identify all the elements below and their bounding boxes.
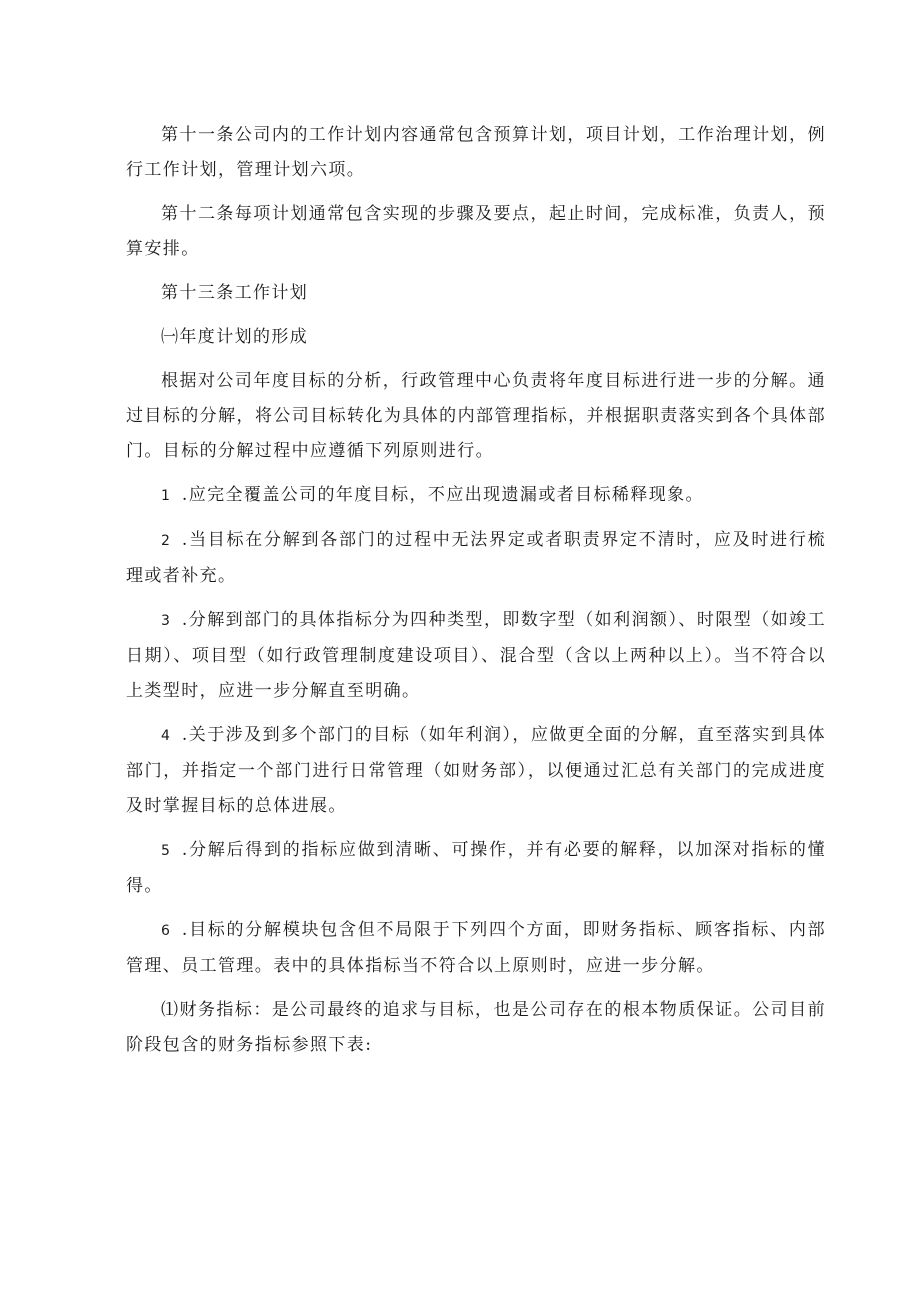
article-13-heading: 第十三条工作计划 [161,283,309,303]
item-number: 2 [161,533,170,549]
item-text: .当目标在分解到各部门的过程中无法界定或者职责界定不清时，应及时进行梳理或者补充。 [126,530,826,586]
item-text: .分解后得到的指标应做到清晰、可操作，并有必要的解释，以加深对指标的懂得。 [126,840,826,896]
annual-plan-subheading: ㈠年度计划的形成 [161,327,309,347]
item-number: 5 [161,843,170,859]
item-text: .关于涉及到多个部门的目标（如年利润），应做更全面的分解，直至落实到具体部门，并指定一个部门进行日常管理（如财务部），以便通过汇总有关部门的完成进度及时掌握目标的总体进展。 [126,725,826,816]
item-number: 4 [161,728,170,744]
principle-item-3 [126,603,826,709]
item-number: 1 [161,488,170,504]
item-text: .应完全覆盖公司的年度目标，不应出现遗漏或者目标稀释现象。 [181,485,704,505]
financial-indicators-paragraph: ⑴财务指标：是公司最终的追求与目标，也是公司存在的根本物质保证。公司目前阶段包含的财务指标参照下表: [126,1000,826,1055]
principle-item-5 [126,833,826,904]
item-text: .目标的分解模块包含但不局限于下列四个方面，即财务指标、顾客指标、内部管理、员工管理。表中的具体指标当不符合以上原则时，应进一步分解。 [126,920,826,976]
principle-item-4 [126,718,826,824]
item-number: 3 [161,613,170,629]
principle-item-2 [126,523,826,594]
item-number: 6 [161,923,170,939]
principle-item-1 [126,478,826,514]
decomposition-intro-paragraph: 根据对公司年度目标的分析，行政管理中心负责将年度目标进行进一步的分解。通过目标的分解，将公司目标转化为具体的内部管理指标，并根据职责落实到各个具体部门。目标的分解过程中应遵循下列原则进行。 [126,371,826,461]
article-11-paragraph: 第十一条公司内的工作计划内容通常包含预算计划，项目计划，工作治理计划，例行工作计划，管理计划六项。 [126,125,826,180]
principle-item-6 [126,913,826,984]
item-text: .分解到部门的具体指标分为四种类型，即数字型（如利润额）、时限型（如竣工日期）、项目型（如行政管理制度建设项目）、混合型（含以上两种以上）。当不符合以上类型时，应进一步分解直至明确。 [126,610,826,701]
article-12-paragraph: 第十二条每项计划通常包含实现的步骤及要点，起止时间，完成标准，负责人，预算安排。 [126,204,826,259]
